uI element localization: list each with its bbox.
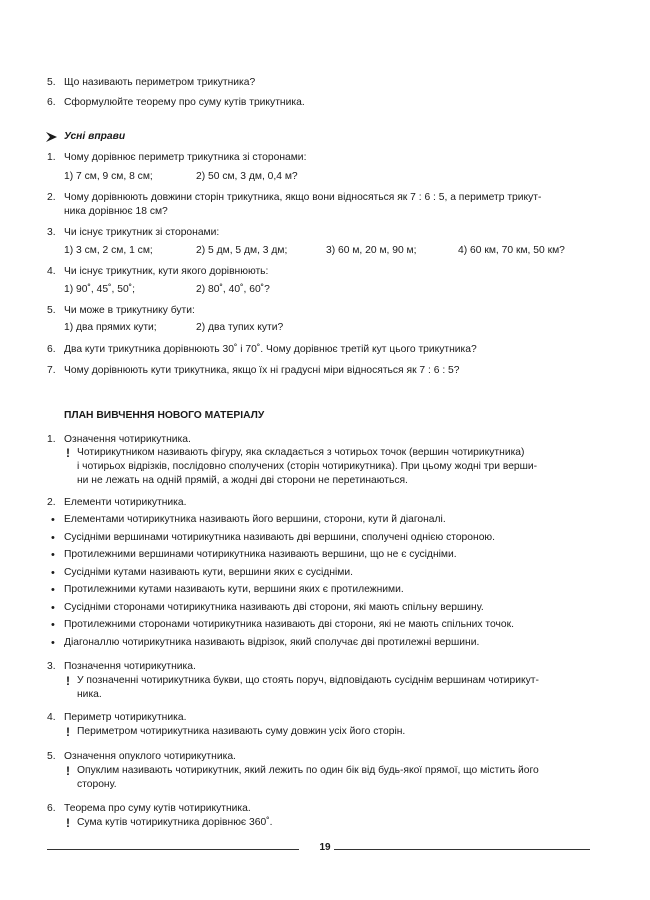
question-number: 6. bbox=[47, 97, 56, 108]
element-item: Сусідніми кутами називають кути, вершини яких є сусідніми. bbox=[64, 567, 353, 578]
element-item: Діагоналлю чотирикутника називають відрізок, який сполучає дві протилежні вершини. bbox=[64, 637, 480, 648]
arrow-marker-icon bbox=[45, 131, 58, 143]
exercise-text: Чи може в трикутнику бути: bbox=[64, 305, 195, 316]
element-item: Протилежними вершинами чотирикутника називають вершини, що не є сусідніми. bbox=[64, 549, 457, 560]
element-item: Елементами чотирикутника називають його вершини, сторони, кути й діагоналі. bbox=[64, 514, 446, 525]
exercise-option: 2) 50 см, 3 дм, 0,4 м? bbox=[196, 171, 298, 182]
section-title: Позначення чотирикутника. bbox=[64, 661, 196, 672]
exercise-text: Чи існує трикутник зі сторонами: bbox=[64, 227, 220, 238]
page-number: 19 bbox=[319, 842, 331, 853]
section-title: Означення опуклого чотирикутника. bbox=[64, 751, 236, 762]
exercise-option: 3) 60 м, 20 м, 90 м; bbox=[326, 245, 417, 256]
exercise-option: 2) 5 дм, 5 дм, 3 дм; bbox=[196, 245, 288, 256]
exercise-number: 6. bbox=[47, 344, 56, 355]
definition-line: Периметром чотирикутника називають суму довжин усіх його сторін. bbox=[77, 726, 406, 737]
exercise-number: 1. bbox=[47, 152, 56, 163]
bullet-icon: • bbox=[51, 584, 55, 596]
exercise-option: 2) два тупих кути? bbox=[196, 322, 284, 333]
exercise-text: Два кути трикутника дорівнюють 30˚ і 70˚. Чому дорівнює третій кут цього трикутника? bbox=[64, 344, 477, 355]
exercise-number: 5. bbox=[47, 305, 56, 316]
section-title: Теорема про суму кутів чотирикутника. bbox=[64, 803, 251, 814]
exercise-option: 1) 3 см, 2 см, 1 см; bbox=[64, 245, 153, 256]
question-number: 5. bbox=[47, 77, 56, 88]
definition-line: У позначенні чотирикутника букви, що стоять поруч, відповідають сусіднім вершинам чотирикут- bbox=[77, 675, 539, 686]
exercise-number: 4. bbox=[47, 266, 56, 277]
definition-line: ни не лежать на одній прямій, а жодні дві сторони не перетинаються. bbox=[77, 475, 408, 486]
exercise-number: 2. bbox=[47, 192, 56, 203]
bullet-icon: • bbox=[51, 514, 55, 526]
section-number: 1. bbox=[47, 434, 56, 445]
section-number: 6. bbox=[47, 803, 56, 814]
important-mark-icon: ! bbox=[66, 764, 70, 778]
section-number: 5. bbox=[47, 751, 56, 762]
important-mark-icon: ! bbox=[66, 816, 70, 830]
bullet-icon: • bbox=[51, 619, 55, 631]
important-mark-icon: ! bbox=[66, 446, 70, 460]
section-title: Периметр чотирикутника. bbox=[64, 712, 187, 723]
element-item: Протилежними кутами називають кути, вершини яких є протилежними. bbox=[64, 584, 404, 595]
definition-line: ника. bbox=[77, 689, 102, 700]
definition-line: і чотирьох відрізків, послідовно сполучених (сторін чотирикутника). При цьому жодні три верши- bbox=[77, 461, 538, 472]
section-title: Елементи чотирикутника. bbox=[64, 497, 187, 508]
exercise-text: Чому дорівнює периметр трикутника зі сторонами: bbox=[64, 152, 307, 163]
question-text: Що називають периметром трикутника? bbox=[64, 77, 256, 88]
definition-line: сторону. bbox=[77, 779, 117, 790]
exercise-number: 7. bbox=[47, 365, 56, 376]
exercise-option: 4) 60 км, 70 км, 50 км? bbox=[458, 245, 565, 256]
bullet-icon: • bbox=[51, 637, 55, 649]
section-number: 4. bbox=[47, 712, 56, 723]
footer-rule-right bbox=[334, 849, 590, 850]
exercise-option: 1) 90˚, 45˚, 50˚; bbox=[64, 284, 135, 295]
exercise-text: Чи існує трикутник, кути якого дорівнюють: bbox=[64, 266, 269, 277]
exercise-text-line: ника дорівнює 18 см? bbox=[64, 206, 168, 217]
element-item: Сусідніми вершинами чотирикутника називають дві вершини, сполучені однією стороною. bbox=[64, 532, 496, 543]
exercise-option: 1) два прямих кути; bbox=[64, 322, 157, 333]
section-number: 3. bbox=[47, 661, 56, 672]
definition-line: Опуклим називають чотирикутник, який лежить по один бік від будь-якої прямої, що містить його bbox=[77, 765, 539, 776]
section-number: 2. bbox=[47, 497, 56, 508]
exercise-text-line: Чому дорівнюють довжини сторін трикутника, якщо вони відносяться як 7 : 6 : 5, а периметр трикут- bbox=[64, 192, 542, 203]
exercise-text: Чому дорівнюють кути трикутника, якщо їх ні градусні міри відносяться як 7 : 6 : 5? bbox=[64, 365, 460, 376]
exercise-option: 2) 80˚, 40˚, 60˚? bbox=[196, 284, 270, 295]
element-item: Сусідніми сторонами чотирикутника називають дві сторони, які мають спільну вершину. bbox=[64, 602, 484, 613]
bullet-icon: • bbox=[51, 549, 55, 561]
question-text: Сформулюйте теорему про суму кутів трикутника. bbox=[64, 97, 305, 108]
bullet-icon: • bbox=[51, 602, 55, 614]
footer-rule-left bbox=[47, 849, 299, 850]
element-item: Протилежними сторонами чотирикутника називають дві сторони, які не мають спільних точок. bbox=[64, 619, 514, 630]
exercise-number: 3. bbox=[47, 227, 56, 238]
exercise-option: 1) 7 см, 9 см, 8 см; bbox=[64, 171, 153, 182]
bullet-icon: • bbox=[51, 567, 55, 579]
important-mark-icon: ! bbox=[66, 674, 70, 688]
section-title: Означення чотирикутника. bbox=[64, 434, 191, 445]
definition-line: Сума кутів чотирикутника дорівнює 360˚. bbox=[77, 817, 273, 828]
important-mark-icon: ! bbox=[66, 725, 70, 739]
oral-exercises-heading: Усні вправи bbox=[64, 131, 126, 142]
bullet-icon: • bbox=[51, 532, 55, 544]
plan-heading: ПЛАН ВИВЧЕННЯ НОВОГО МАТЕРІАЛУ bbox=[64, 410, 265, 421]
definition-line: Чотирикутником називають фігуру, яка складається з чотирьох точок (вершин чотирикутника) bbox=[77, 447, 525, 458]
